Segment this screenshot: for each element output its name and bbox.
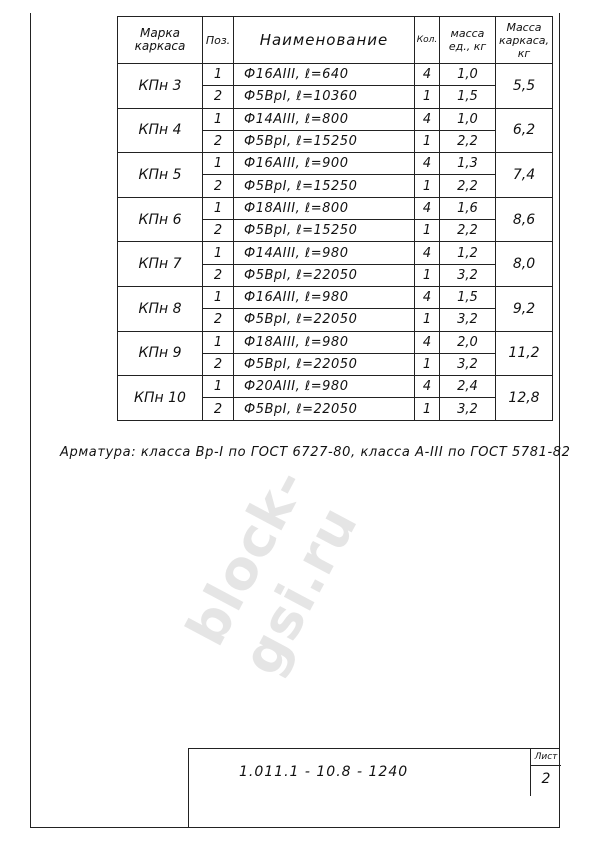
qty-cell: 4 xyxy=(415,286,440,308)
frame-total-mass: 12,8 xyxy=(496,376,553,421)
unit-mass-cell: 3,2 xyxy=(440,353,496,375)
position-cell: 1 xyxy=(203,331,234,353)
table-row xyxy=(118,376,553,398)
position-cell: 1 xyxy=(203,242,234,264)
table-row xyxy=(118,286,553,308)
name-cell: Ф5ВрI, ℓ=22050 xyxy=(234,309,415,331)
unit-mass-cell: 1,3 xyxy=(440,153,496,175)
header-name: Наименование xyxy=(234,17,415,64)
frame-total-mass: 6,2 xyxy=(496,108,553,153)
document-code: 1.011.1 - 10.8 - 1240 xyxy=(239,764,409,780)
unit-mass-cell: 3,2 xyxy=(440,398,496,420)
position-cell: 1 xyxy=(203,286,234,308)
qty-cell: 4 xyxy=(415,331,440,353)
position-cell: 2 xyxy=(203,220,234,242)
qty-cell: 4 xyxy=(415,153,440,175)
sheet-box xyxy=(530,749,560,796)
qty-cell: 4 xyxy=(415,64,440,86)
name-cell: Ф20АIII, ℓ=980 xyxy=(234,376,415,398)
position-cell: 2 xyxy=(203,353,234,375)
name-cell: Ф16АIII, ℓ=980 xyxy=(234,286,415,308)
unit-mass-cell: 1,5 xyxy=(440,286,496,308)
table-row xyxy=(118,108,553,130)
qty-cell: 4 xyxy=(415,197,440,219)
qty-cell: 1 xyxy=(415,220,440,242)
position-cell: 1 xyxy=(203,153,234,175)
header-unit-mass: масса ед., кг xyxy=(440,17,496,64)
name-cell: Ф16АIII, ℓ=900 xyxy=(234,153,415,175)
frame-total-mass: 7,4 xyxy=(496,153,553,198)
qty-cell: 1 xyxy=(415,264,440,286)
frame-mark: КПн 6 xyxy=(118,197,203,242)
frame-total-mass: 11,2 xyxy=(496,331,553,376)
unit-mass-cell: 1,6 xyxy=(440,197,496,219)
specification-table xyxy=(117,16,553,421)
qty-cell: 1 xyxy=(415,398,440,420)
name-cell: Ф5ВрI, ℓ=22050 xyxy=(234,398,415,420)
position-cell: 1 xyxy=(203,64,234,86)
name-cell: Ф18АIII, ℓ=980 xyxy=(234,331,415,353)
unit-mass-cell: 2,2 xyxy=(440,175,496,197)
name-cell: Ф5ВрI, ℓ=15250 xyxy=(234,130,415,152)
unit-mass-cell: 2,4 xyxy=(440,376,496,398)
position-cell: 2 xyxy=(203,264,234,286)
position-cell: 2 xyxy=(203,86,234,108)
name-cell: Ф16АIII, ℓ=640 xyxy=(234,64,415,86)
title-block xyxy=(188,748,560,828)
qty-cell: 4 xyxy=(415,376,440,398)
unit-mass-cell: 1,5 xyxy=(440,86,496,108)
unit-mass-cell: 1,0 xyxy=(440,64,496,86)
unit-mass-cell: 3,2 xyxy=(440,264,496,286)
sheet-number: 2 xyxy=(541,771,551,787)
name-cell: Ф5ВрI, ℓ=22050 xyxy=(234,353,415,375)
frame-mark: КПн 4 xyxy=(118,108,203,153)
position-cell: 2 xyxy=(203,130,234,152)
position-cell: 1 xyxy=(203,197,234,219)
qty-cell: 4 xyxy=(415,242,440,264)
sheet-label: Лист xyxy=(531,751,561,766)
header-pos: Поз. xyxy=(203,17,234,64)
frame-mark: КПн 10 xyxy=(118,376,203,421)
frame-total-mass: 8,6 xyxy=(496,197,553,242)
table-row xyxy=(118,331,553,353)
reinforcement-note: Арматура: класса Вр-I по ГОСТ 6727-80, класса А-III по ГОСТ 5781-82 xyxy=(60,445,571,460)
table-row xyxy=(118,64,553,86)
unit-mass-cell: 2,2 xyxy=(440,220,496,242)
frame-mark: КПн 8 xyxy=(118,286,203,331)
unit-mass-cell: 2,2 xyxy=(440,130,496,152)
position-cell: 2 xyxy=(203,309,234,331)
position-cell: 1 xyxy=(203,376,234,398)
frame-total-mass: 9,2 xyxy=(496,286,553,331)
frame-mark: КПн 5 xyxy=(118,153,203,198)
position-cell: 2 xyxy=(203,175,234,197)
qty-cell: 4 xyxy=(415,108,440,130)
name-cell: Ф5ВрI, ℓ=10360 xyxy=(234,86,415,108)
table-header-row xyxy=(118,17,553,64)
frame-mark: КПн 3 xyxy=(118,64,203,109)
unit-mass-cell: 1,0 xyxy=(440,108,496,130)
qty-cell: 1 xyxy=(415,86,440,108)
header-frame-mass: Масса каркаса, кг xyxy=(496,17,553,64)
frame-total-mass: 8,0 xyxy=(496,242,553,287)
table-row xyxy=(118,153,553,175)
name-cell: Ф14АIII, ℓ=800 xyxy=(234,108,415,130)
unit-mass-cell: 1,2 xyxy=(440,242,496,264)
name-cell: Ф5ВрI, ℓ=22050 xyxy=(234,264,415,286)
name-cell: Ф5ВрI, ℓ=15250 xyxy=(234,175,415,197)
position-cell: 1 xyxy=(203,108,234,130)
name-cell: Ф18АIII, ℓ=800 xyxy=(234,197,415,219)
qty-cell: 1 xyxy=(415,130,440,152)
qty-cell: 1 xyxy=(415,309,440,331)
position-cell: 2 xyxy=(203,398,234,420)
frame-mark: КПн 9 xyxy=(118,331,203,376)
table-row xyxy=(118,242,553,264)
unit-mass-cell: 2,0 xyxy=(440,331,496,353)
name-cell: Ф5ВрI, ℓ=15250 xyxy=(234,220,415,242)
frame-mark: КПн 7 xyxy=(118,242,203,287)
watermark: block-gsi.ru xyxy=(173,457,371,686)
unit-mass-cell: 3,2 xyxy=(440,309,496,331)
qty-cell: 1 xyxy=(415,353,440,375)
table-row xyxy=(118,197,553,219)
name-cell: Ф14АIII, ℓ=980 xyxy=(234,242,415,264)
header-qty: Кол. xyxy=(415,17,440,64)
frame-total-mass: 5,5 xyxy=(496,64,553,109)
qty-cell: 1 xyxy=(415,175,440,197)
header-mark: Марка каркаса xyxy=(118,17,203,64)
